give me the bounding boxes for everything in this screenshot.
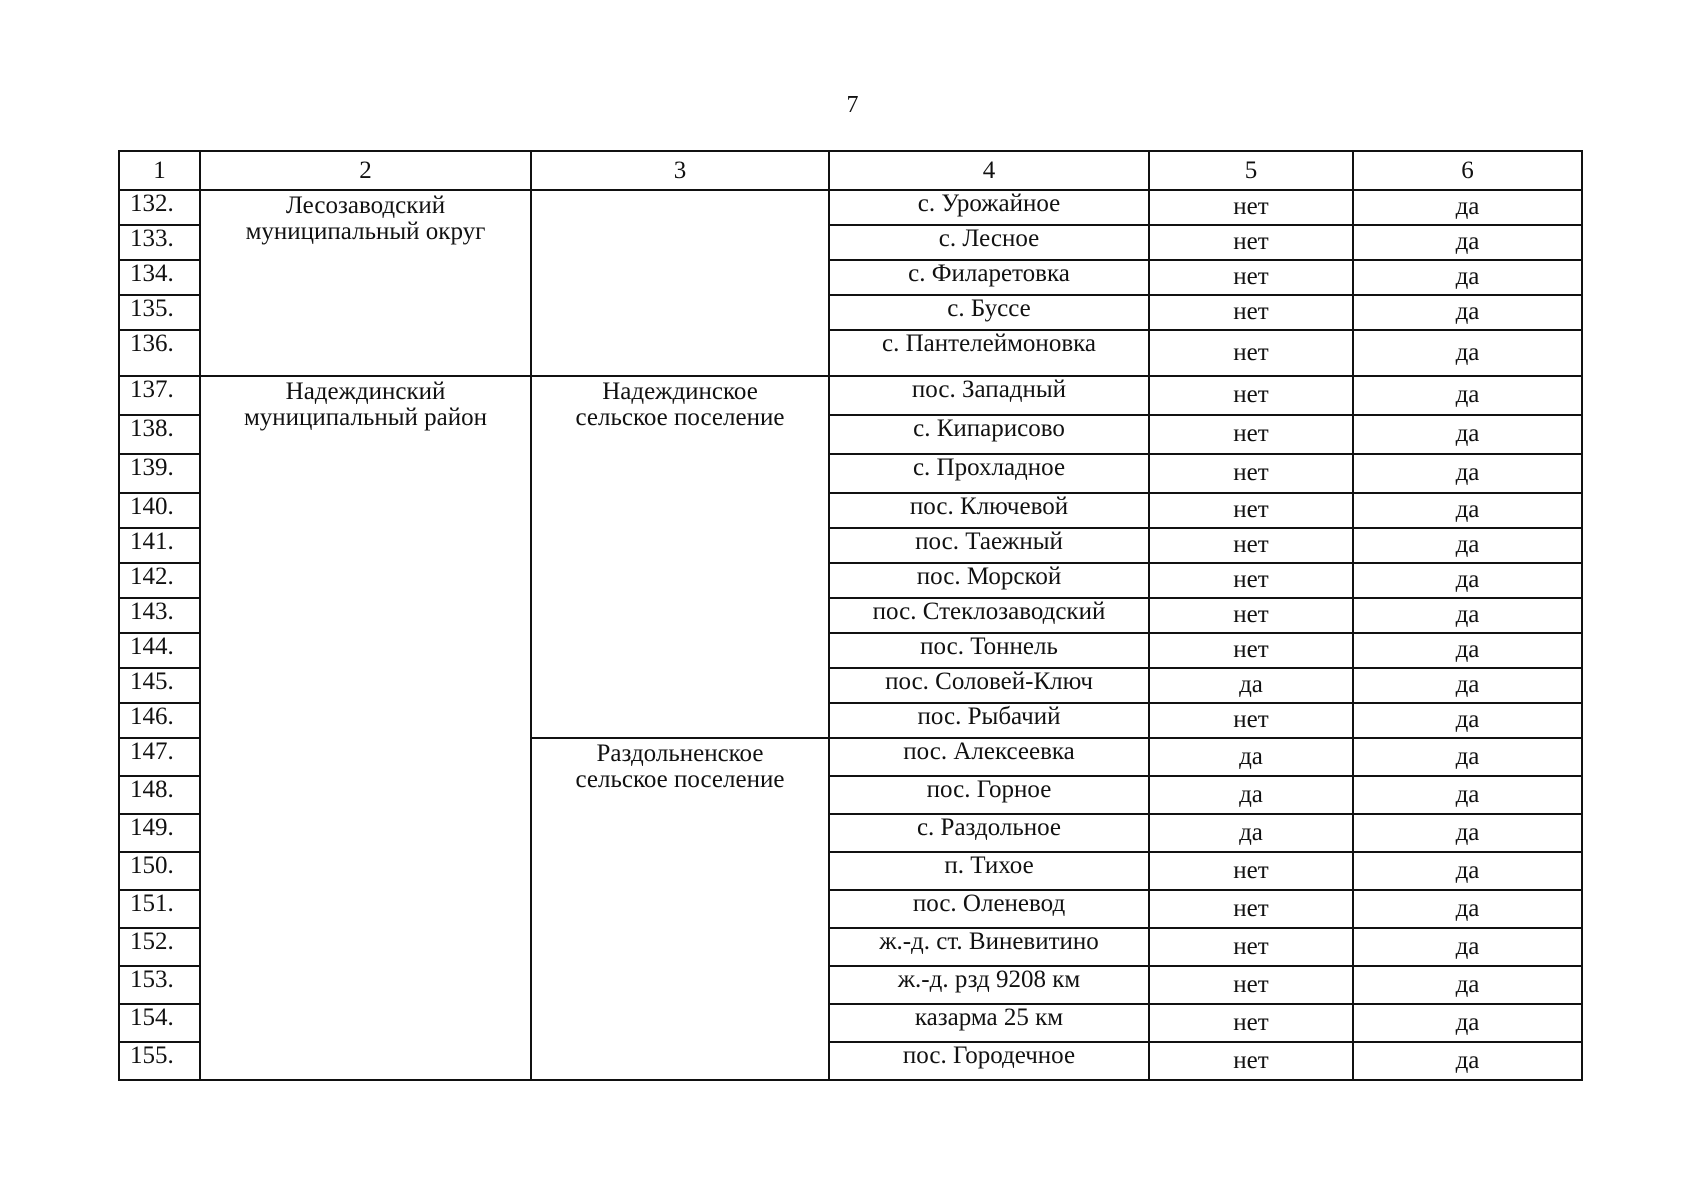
col5-cell: да xyxy=(1149,668,1353,703)
col5-cell: нет xyxy=(1149,190,1353,225)
settlement-cell xyxy=(531,190,829,376)
col6-cell: да xyxy=(1353,890,1582,928)
col6-cell: да xyxy=(1353,1042,1582,1080)
district-cell xyxy=(200,190,531,376)
place-cell: с. Кипарисово xyxy=(829,415,1149,454)
col6-cell: да xyxy=(1353,966,1582,1004)
col6-cell: да xyxy=(1353,528,1582,563)
group-line-1: Лесозаводский xyxy=(285,192,446,219)
place-cell: с. Пантелеймоновка xyxy=(829,330,1149,376)
row-number: 151. xyxy=(119,890,200,928)
place-cell: п. Тихое xyxy=(829,852,1149,890)
col6-cell: да xyxy=(1353,415,1582,454)
col5-cell: нет xyxy=(1149,890,1353,928)
group-line-2: сельское поселение xyxy=(575,766,785,794)
place-cell: с. Прохладное xyxy=(829,454,1149,493)
place-cell: пос. Оленевод xyxy=(829,890,1149,928)
place-cell: пос. Таежный xyxy=(829,528,1149,563)
settlement-cell xyxy=(531,738,829,1080)
col5-cell: нет xyxy=(1149,966,1353,1004)
row-number: 140. xyxy=(119,493,200,528)
district-cell xyxy=(200,376,531,1080)
place-cell: пос. Западный xyxy=(829,376,1149,415)
place-cell: с. Урожайное xyxy=(829,190,1149,225)
group-line-2: сельское поселение xyxy=(575,404,785,432)
col5-cell: да xyxy=(1149,776,1353,814)
row-number: 155. xyxy=(119,1042,200,1080)
place-cell: пос. Рыбачий xyxy=(829,703,1149,738)
settlement-cell xyxy=(531,376,829,738)
group-line-1: Надеждинское xyxy=(602,378,758,405)
row-number: 139. xyxy=(119,454,200,493)
header-cell: 2 xyxy=(200,151,531,190)
header-cell: 4 xyxy=(829,151,1149,190)
row-number: 136. xyxy=(119,330,200,376)
col5-cell: да xyxy=(1149,738,1353,776)
col5-cell: нет xyxy=(1149,528,1353,563)
row-number: 149. xyxy=(119,814,200,852)
row-number: 142. xyxy=(119,563,200,598)
col6-cell: да xyxy=(1353,190,1582,225)
row-number: 138. xyxy=(119,415,200,454)
col6-cell: да xyxy=(1353,776,1582,814)
group-line-2: муниципальный округ xyxy=(245,218,486,246)
row-number: 144. xyxy=(119,633,200,668)
header-cell: 6 xyxy=(1353,151,1582,190)
col6-cell: да xyxy=(1353,738,1582,776)
table-row xyxy=(119,376,1582,415)
col6-cell: да xyxy=(1353,852,1582,890)
col5-cell: да xyxy=(1149,814,1353,852)
col6-cell: да xyxy=(1353,454,1582,493)
col5-cell: нет xyxy=(1149,493,1353,528)
col5-cell: нет xyxy=(1149,330,1353,376)
col6-cell: да xyxy=(1353,703,1582,738)
header-cell: 3 xyxy=(531,151,829,190)
col6-cell: да xyxy=(1353,633,1582,668)
row-number: 145. xyxy=(119,668,200,703)
col5-cell: нет xyxy=(1149,1042,1353,1080)
col6-cell: да xyxy=(1353,668,1582,703)
row-number: 132. xyxy=(119,190,200,225)
place-cell: пос. Соловей-Ключ xyxy=(829,668,1149,703)
place-cell: пос. Стеклозаводский xyxy=(829,598,1149,633)
place-cell: пос. Городечное xyxy=(829,1042,1149,1080)
row-number: 133. xyxy=(119,225,200,260)
row-number: 146. xyxy=(119,703,200,738)
col6-cell: да xyxy=(1353,598,1582,633)
row-number: 154. xyxy=(119,1004,200,1042)
place-cell: пос. Ключевой xyxy=(829,493,1149,528)
group-line-1: Надеждинский xyxy=(285,378,446,405)
row-number: 134. xyxy=(119,260,200,295)
place-cell: пос. Морской xyxy=(829,563,1149,598)
row-number: 150. xyxy=(119,852,200,890)
col6-cell: да xyxy=(1353,295,1582,330)
col6-cell: да xyxy=(1353,814,1582,852)
place-cell: с. Раздольное xyxy=(829,814,1149,852)
group-line-1: Раздольненское xyxy=(596,740,764,767)
place-cell: пос. Тоннель xyxy=(829,633,1149,668)
row-number: 135. xyxy=(119,295,200,330)
col6-cell: да xyxy=(1353,1004,1582,1042)
page-number: 7 xyxy=(846,92,859,118)
col5-cell: нет xyxy=(1149,598,1353,633)
col6-cell: да xyxy=(1353,225,1582,260)
row-number: 137. xyxy=(119,376,200,415)
col5-cell: нет xyxy=(1149,376,1353,415)
row-number: 152. xyxy=(119,928,200,966)
col5-cell: нет xyxy=(1149,415,1353,454)
col5-cell: нет xyxy=(1149,703,1353,738)
settlements-table xyxy=(118,150,1583,1081)
col5-cell: нет xyxy=(1149,1004,1353,1042)
header-cell: 1 xyxy=(119,151,200,190)
col5-cell: нет xyxy=(1149,852,1353,890)
table-row xyxy=(119,190,1582,225)
place-cell: с. Филаретовка xyxy=(829,260,1149,295)
col6-cell: да xyxy=(1353,563,1582,598)
col5-cell: нет xyxy=(1149,454,1353,493)
col6-cell: да xyxy=(1353,376,1582,415)
place-cell: с. Лесное xyxy=(829,225,1149,260)
col6-cell: да xyxy=(1353,260,1582,295)
col5-cell: нет xyxy=(1149,295,1353,330)
row-number: 153. xyxy=(119,966,200,1004)
col6-cell: да xyxy=(1353,493,1582,528)
row-number: 143. xyxy=(119,598,200,633)
place-cell: пос. Алексеевка xyxy=(829,738,1149,776)
col5-cell: нет xyxy=(1149,928,1353,966)
place-cell: казарма 25 км xyxy=(829,1004,1149,1042)
header-row xyxy=(119,151,1582,190)
header-cell: 5 xyxy=(1149,151,1353,190)
row-number: 141. xyxy=(119,528,200,563)
col6-cell: да xyxy=(1353,928,1582,966)
group-line-2: муниципальный район xyxy=(243,404,488,432)
col6-cell: да xyxy=(1353,330,1582,376)
place-cell: с. Буссе xyxy=(829,295,1149,330)
col5-cell: нет xyxy=(1149,633,1353,668)
row-number: 147. xyxy=(119,738,200,776)
row-number: 148. xyxy=(119,776,200,814)
place-cell: ж.-д. рзд 9208 км xyxy=(829,966,1149,1004)
col5-cell: нет xyxy=(1149,225,1353,260)
place-cell: пос. Горное xyxy=(829,776,1149,814)
place-cell: ж.-д. ст. Виневитино xyxy=(829,928,1149,966)
col5-cell: нет xyxy=(1149,563,1353,598)
col5-cell: нет xyxy=(1149,260,1353,295)
